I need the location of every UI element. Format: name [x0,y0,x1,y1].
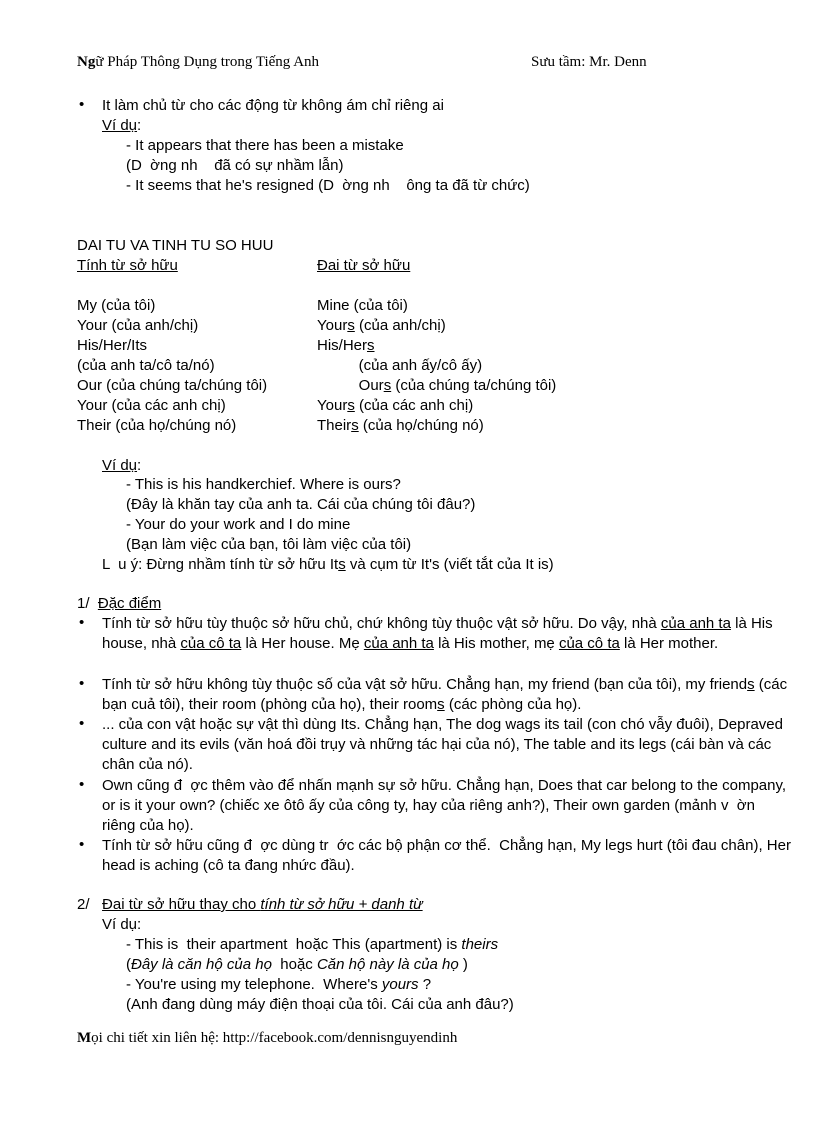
footer-contact: Mọi chi tiết xin liên hệ: http://facebook.com/dennisnguyendinh [77,1030,458,1046]
example-line: - You're using my telephone. Where's yours ? [126,976,432,993]
pronoun-row: Yours (của các anh chị) [317,397,474,414]
pronoun-row: Mine (của tôi) [317,297,408,314]
adjective-row: (của anh ta/cô ta/nó) [77,357,215,374]
example-line: - This is his handkerchief. Where is ours? [126,476,401,493]
example-line: (Đây là căn hộ của họ hoặc Căn hộ này là của họ ) [126,956,468,973]
pronoun-row: (của anh ấy/cô ấy) [317,357,483,374]
bullet-mark: • [79,776,85,793]
column-header-adjectives: Tính từ sở hữu [77,257,178,274]
bullet-mark: • [79,96,85,113]
example-line: - It appears that there has been a mistake [126,137,404,154]
example-line: (Đây là khăn tay của anh ta. Cái của chúng tôi đâu?) [126,496,476,513]
adjective-row: Their (của họ/chúng nó) [77,417,237,434]
column-header-pronouns: Đai từ sở hữu [317,257,411,274]
bullet-mark: • [79,715,85,732]
adjective-row: His/Her/Its [77,337,148,354]
adjective-row: Your (của các anh chị) [77,397,226,414]
example-line: (Bạn làm việc của bạn, tôi làm việc của tôi) [126,536,412,553]
header-title: Ngữ Pháp Thông Dụng trong Tiếng Anh [77,54,320,70]
section-2-heading: 2/ Đai từ sở hữu thay cho tính từ sở hữu + danh từ [77,896,423,913]
section-heading: DAI TU VA TINH TU SO HUU [77,237,274,254]
bullet-mark: • [79,614,85,631]
pronoun-row: Yours (của anh/chị) [317,317,446,334]
bullet-text: ... của con vật hoặc sự vật thì dùng Its. Chẳng hạn, The dog wags its tail (con chó vẫy đuôi), Depraved culture and its evils (văn hoá đồi trụy và những tác hại của nó), The table and its legs (cái bàn và các chân của nó). [102,716,783,773]
bullet-text: Tính từ sở hữu tùy thuộc sở hữu chủ, chứ không tùy thuộc vật sở hữu. Do vậy, nhà của anh ta là His house, nhà của cô ta là Her house. Mẹ của anh ta là His mother, mẹ của cô ta là Her mother. [102,615,773,652]
example-line: (D ờng nh đã có sự nhầm lẫn) [126,157,344,174]
bullet-text: It làm chủ từ cho các động từ không ám chỉ riêng ai [102,97,444,114]
bullet-text: Tính từ sở hữu không tùy thuộc số của vật sở hữu. Chẳng hạn, my friend (bạn của tôi), my friends (các bạn cuả tôi), their room (phòng của họ), their rooms (các phòng của họ). [102,676,788,713]
example-line: - It seems that he's resigned (D ờng nh ông ta đã từ chức) [126,177,530,194]
example-label: Ví dụ: [102,117,142,134]
bullet-text: Own cũng đ ợc thêm vào để nhấn mạnh sự sở hữu. Chẳng hạn, Does that car belong to the company, or is it your own? (chiếc xe ôtô ấy của công ty, hay của riêng anh?), Their own garden (mảnh v ờn riêng của họ). [102,777,791,834]
section-1-heading: 1/ Đặc điểm [77,595,162,612]
bullet-mark: • [79,675,85,692]
adjective-row: Our (của chúng ta/chúng tôi) [77,377,268,394]
pronoun-row: Theirs (của họ/chúng nó) [317,417,484,434]
example-label: Ví dụ: [102,457,142,474]
example-label: Ví dụ: [102,916,142,933]
pronoun-row: His/Hers [317,337,375,354]
header-author: Sưu tầm: Mr. Denn [531,54,647,70]
bullet-text: Tính từ sở hữu cũng đ ợc dùng tr ớc các bộ phận cơ thể. Chẳng hạn, My legs hurt (tôi đau chân), Her head is aching (cô ta đang nhức đầu). [102,837,796,874]
bullet-mark: • [79,836,85,853]
pronoun-row: Ours (của chúng ta/chúng tôi) [317,377,557,394]
adjective-row: Your (của anh/chị) [77,317,199,334]
example-line: - Your do your work and I do mine [126,516,351,533]
example-line: - This is their apartment hoặc This (apartment) is theirs [126,936,499,953]
note-line: L u ý: Đừng nhầm tính từ sở hữu Its và cụm từ It's (viết tắt của It is) [102,556,554,573]
example-line: (Anh đang dùng máy điện thoại của tôi. Cái của anh đâu?) [126,996,514,1013]
adjective-row: My (của tôi) [77,297,156,314]
